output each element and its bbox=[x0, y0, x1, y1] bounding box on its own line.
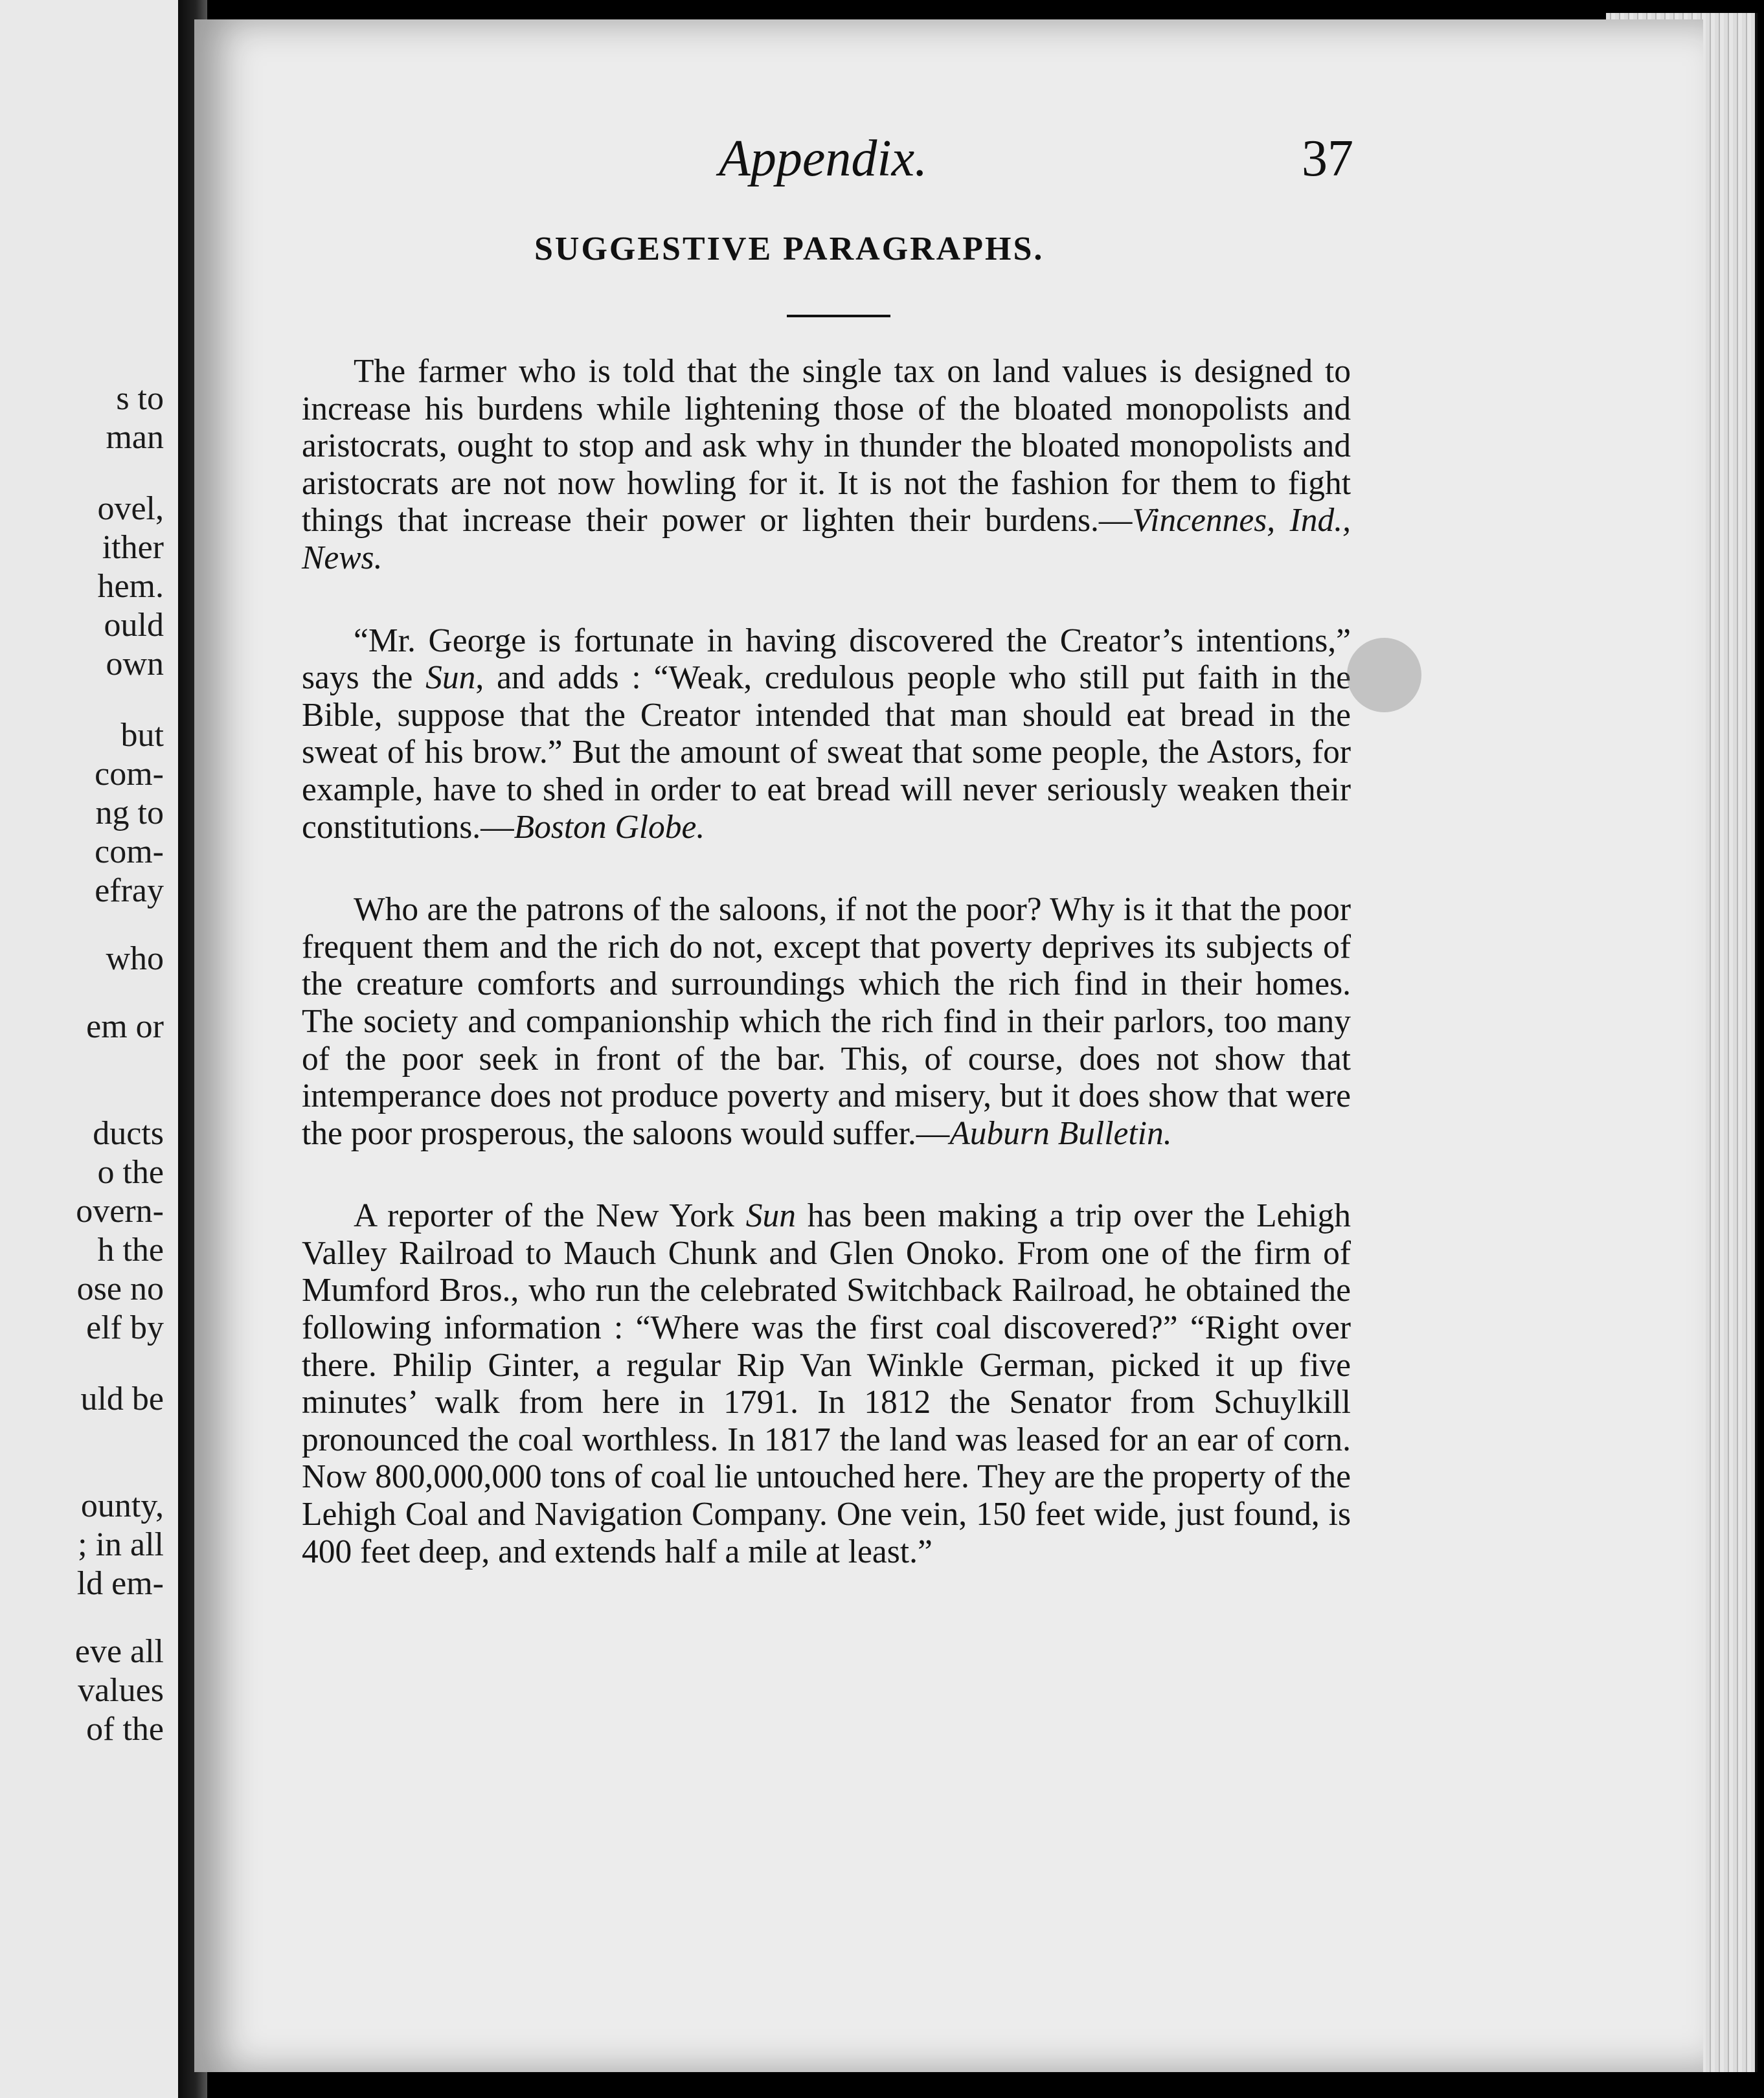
running-head: Appendix. bbox=[719, 130, 928, 187]
paragraph-3 bbox=[302, 891, 1351, 1152]
left-page-text-fragment: em or bbox=[86, 1008, 164, 1045]
paragraph-2 bbox=[302, 622, 1351, 846]
section-title: SUGGESTIVE PARAGRAPHS. bbox=[534, 231, 1045, 267]
paragraph-text: Who are the patrons of the saloons, if not the poor? Why is it that the poor frequent them and the rich do not, except that poverty deprives its subjects of the creature comforts and surroundings which the rich find in their homes. The society and companionship which the rich find in their parlors, too many of the poor seek in front of the bar. This, of course, does not show that intemperance does not produce poverty and misery, but it does show that were the poor prosperous, the saloons would suffer.— bbox=[302, 891, 1351, 1152]
left-facing-page bbox=[0, 0, 178, 2098]
paragraph-text: , and adds : “Weak, credulous people who still put faith in the Bible, suppose that the Creator intended that man should eat bread in the sweat of his brow.” But the amount of sweat that some people, the Astors, for example, have to shed in order to eat bread will never seriously weaken their constitutions.— bbox=[302, 659, 1351, 846]
left-page-text-fragment: but bbox=[120, 717, 164, 754]
paragraph-1 bbox=[302, 353, 1351, 577]
left-page-text-fragment: ounty, bbox=[80, 1487, 164, 1524]
left-page-text-fragment: own bbox=[106, 646, 164, 682]
left-page-text-fragment: hem. bbox=[97, 568, 164, 605]
newspaper-name: Sun bbox=[745, 1197, 796, 1235]
left-page-text-fragment: ose no bbox=[76, 1270, 164, 1307]
left-page-text-fragment: o the bbox=[97, 1154, 164, 1191]
left-page-text-fragment: s to bbox=[116, 380, 164, 417]
newspaper-name: Sun bbox=[425, 659, 476, 697]
left-page-text-fragment: who bbox=[106, 940, 164, 977]
paragraph-source: Boston Globe. bbox=[514, 808, 705, 846]
paragraph-text-lead: “Mr. George is fortunate in having discovered the Creator’s intentions,” says the bbox=[302, 622, 1351, 697]
left-page-text-fragment: ducts bbox=[93, 1115, 164, 1152]
left-page-text-fragment: of the bbox=[86, 1711, 164, 1748]
left-page-text-fragment: ovel, bbox=[97, 490, 164, 527]
left-page-text-fragment: eve all bbox=[74, 1633, 164, 1670]
left-page-text-fragment: ; in all bbox=[78, 1526, 164, 1563]
left-page-text-fragment: ither bbox=[102, 529, 164, 566]
paragraph-4 bbox=[302, 1197, 1351, 1570]
paragraph-source: Auburn Bulletin. bbox=[949, 1114, 1172, 1152]
left-page-text-fragment: ng to bbox=[95, 795, 164, 831]
paragraph-source: Vincennes, Ind., News. bbox=[302, 502, 1351, 576]
page-stain bbox=[1347, 638, 1421, 712]
left-page-text-fragment: man bbox=[106, 419, 164, 456]
paragraph-text-lead: A reporter of the New York bbox=[354, 1197, 746, 1235]
left-page-text-fragment: elf by bbox=[86, 1309, 164, 1346]
page-number: 37 bbox=[1302, 130, 1353, 187]
title-rule bbox=[787, 315, 890, 317]
left-page-text-fragment: overn- bbox=[76, 1193, 164, 1230]
left-page-text-fragment: com- bbox=[95, 756, 164, 793]
left-page-text-fragment: values bbox=[78, 1672, 164, 1709]
left-page-text-fragment: h the bbox=[97, 1232, 164, 1269]
page-body bbox=[302, 353, 1351, 1570]
left-page-text-fragment: ould bbox=[104, 607, 164, 644]
left-page-text-fragment: ld em- bbox=[76, 1565, 164, 1602]
left-page-text-fragment: com- bbox=[95, 833, 164, 870]
left-page-text-fragment: uld be bbox=[80, 1381, 164, 1417]
left-page-text-fragment: efray bbox=[95, 872, 164, 909]
paragraph-text: The farmer who is told that the single tax on land values is designed to increase his burdens while lightening those of the bloated monopolists and aristocrats, ought to stop and ask why in thunder the bloated monopolists and aristocrats are not now howling for it. It is not the fashion for them to fight things that increase their power or lighten their burdens.— bbox=[302, 353, 1351, 539]
paragraph-text: has been making a trip over the Lehigh Valley Railroad to Mauch Chunk and Glen Onoko. From one of the firm of Mumford Bros., who run the celebrated Switchback Railroad, he obtained the following information : “Where was the first coal discovered?” “Right over there. Philip Ginter, a regular Rip Van Winkle German, picked it up five minutes’ walk from here in 1791. In 1812 the Senator from Schuylkill pronounced the coal worthless. In 1817 the land was leased for an ear of corn. Now 800,000,000 tons of coal lie untouched here. They are the property of the Lehigh Coal and Navigation Company. One vein, 150 feet wide, just found, is 400 feet deep, and extends half a mile at least.” bbox=[302, 1197, 1351, 1570]
